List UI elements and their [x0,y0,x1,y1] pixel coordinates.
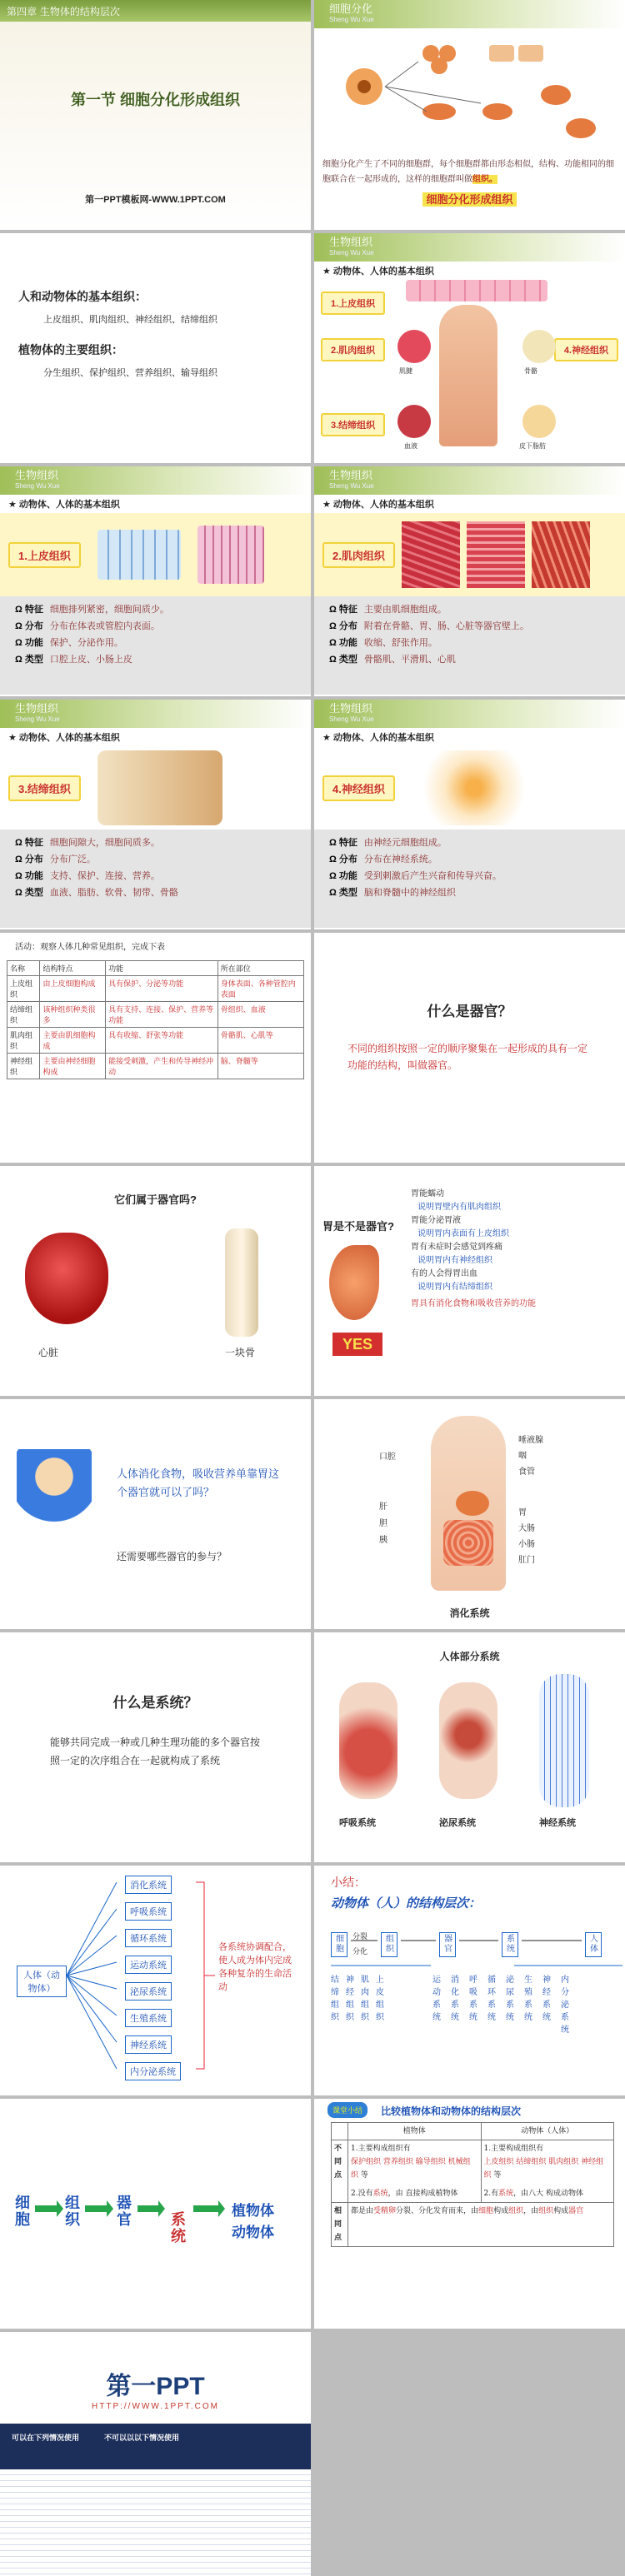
table-row: 结缔组织 该种组织种类很多 具有支持、连接、保护、营养等功能 骨组织、血液 [8,1002,304,1028]
star-heading: ★ 动物体、人体的基本组织 [322,267,434,277]
allowed-heading: 可以在下列情况使用 [12,2434,80,2442]
plant-answer: 分生组织、保护组织、营养组织、输导组织 [43,368,218,378]
differentiation-caption: 细胞分化形成组织 [422,192,516,207]
slide-digestion-question[interactable] [0,1399,311,1629]
slide-header: 生物组织 Sheng Wu Xue [314,233,625,262]
slide-body-systems[interactable] [314,1632,625,1862]
slide-what-organ[interactable] [314,933,625,1163]
slide-muscle[interactable] [314,466,625,696]
summary-title: 小结： [331,1876,366,1889]
slide-title[interactable] [0,0,311,230]
system-note: 各系统协调配合，使人成为体内完成各种复杂的生命活动 [218,1941,292,1992]
slide-header: 生物组织 Sheng Wu Xue [314,700,625,728]
chain-text-tissue: 组织 [65,2195,80,2228]
epithelial-cells-image [98,530,181,580]
comparison-table: 植物体 动物体（人体） 不同点 1.主要构成组织有 保护组织 营养组织 输导组织 机械组织 等 2.没有系统，由 直接构成植物体 1.主要构成组织有 上皮组织 结缔组织 肌肉组织 神经组织 等 2.有系统，由八大 构成动物体 相同点 都是由受精卵分裂、分化发育而来，由细胞构成组织，由组织构成器官 [331,2122,614,2247]
chain-text-system: 系统 [171,2211,186,2245]
heart-image [25,1233,108,1324]
animal-answer: 上皮组织、肌肉组织、神经组织、结缔组织 [43,315,218,325]
system-node: 呼吸系统 [125,1902,172,1921]
system-title: 什么是系统？ [112,1695,198,1711]
nerve-image [522,330,556,363]
empty-slot [314,2332,625,2576]
blood-image [398,405,431,438]
digestive-caption: 消化系统 [449,1607,490,1619]
slide-header [314,0,625,28]
table-row: 神经组织 主要由神经细胞构成 能接受刺激，产生和传导神经冲动 脑、脊髓等 [8,1054,304,1079]
muscle-image-1 [402,521,460,588]
star-heading: ★ 动物体、人体的基本组织 [322,733,434,743]
system-node: 运动系统 [125,1956,172,1974]
cell-differentiation-diagram [314,28,625,153]
chain-end-plant: 植物体 [232,2203,274,2219]
organ-title: 什么是器官？ [427,1004,512,1019]
system-node: 循环系统 [125,1929,172,1947]
system-node: 泌尿系统 [125,1982,172,2001]
heart-label: 心脏 [38,1347,59,1358]
organ-question: 它们属于器官吗? [114,1193,197,1206]
slide-what-system[interactable] [0,1632,311,1862]
slide-differentiation[interactable] [314,0,625,230]
urinary-label: 泌尿系统 [439,1818,476,1828]
digestive-right-labels: 唾液腺 咽 食管 胃 大肠 小肠 肛门 [518,1436,543,1565]
boy-image [17,1449,92,1541]
slide-digestive-system[interactable] [314,1399,625,1629]
ending-url: HTTP://WWW.1PPT.COM [92,2402,219,2411]
label-nervous: 4.神经组织 [554,338,618,361]
header-title: 细胞分化 [329,2,373,15]
muscle-image-2 [467,521,525,588]
slide-activity-table[interactable] [0,933,311,1163]
slide-header: 生物组织 Sheng Wu Xue [314,466,625,495]
label-fat: 皮下脂肪 [519,442,546,450]
slide-are-organs[interactable] [0,1166,311,1396]
chain-system: 系统 [502,1932,518,1957]
slide-ending[interactable] [0,2332,311,2576]
star-heading: ★ 动物体、人体的基本组织 [8,733,120,743]
system-definition: 能够共同完成一种或几种生理功能的多个器官按照一定的次序组合在一起就构成了系统 [50,1736,261,1766]
slide-header: 生物组织 Sheng Wu Xue [0,466,311,495]
slide-level-chain[interactable] [0,2099,311,2329]
slide-epithelial[interactable] [0,466,311,696]
slide-nervous[interactable] [314,700,625,929]
label-blood: 血液 [404,442,418,450]
chain-tissue: 组织 [381,1932,398,1957]
tag-connective: 3.结缔组织 [8,775,81,801]
system-node: 生殖系统 [125,2009,172,2027]
tag-epithelial: 1.上皮组织 [8,542,81,568]
slide-comparison[interactable] [314,2099,625,2329]
system-node: 消化系统 [125,1876,172,1894]
intestine-organ [443,1520,493,1566]
bone-label: 一块骨 [225,1347,256,1358]
epithelial-facts: Ω 特征 细胞排列紧密，细胞间质少。 Ω 分布 分布在体表或管腔内表面。 Ω 功能 保护、分泌作用。 Ω 类型 口腔上皮、小肠上皮 [0,596,311,695]
stomach-question: 胃是不是器官? [322,1220,394,1233]
neuron-image [412,750,537,825]
slide-title-text: 第一节 细胞分化形成组织 [71,92,240,108]
system-node: 神经系统 [125,2035,172,2054]
muscle-image [398,330,431,363]
digestive-left-labels: 口腔 肝 胆 胰 [379,1452,396,1545]
slide-stomach[interactable] [314,1166,625,1396]
stomach-facts: 胃能蠕动 说明胃壁内有肌肉组织 胃能分泌胃液 说明胃内表面有上皮组织 胃有未症时会感觉到疼痛 说明胃内有神经组织 有的人会得胃出血 说明胃内有结缔组织 胃具有消化食物和吸收营养的功能 [411,1189,536,1308]
chain-differentiation: 分化 [352,1947,368,1956]
chain-division: 分裂 [352,1932,368,1941]
star-heading: ★ 动物体、人体的基本组织 [8,500,120,510]
chain-arrows [0,2099,311,2329]
slide-summary[interactable] [314,1866,625,2095]
slide-tissue-overview[interactable] [314,233,625,463]
body-figure [439,305,498,446]
chain-cell: 细胞 [331,1932,348,1957]
star-heading: ★ 动物体、人体的基本组织 [322,500,434,510]
slide-basic-tissues[interactable] [0,233,311,463]
ending-logo: 第一PPT [106,2373,205,2400]
stomach-image [329,1245,379,1320]
chapter-bar: 第四章 生物体的结构层次 [0,0,311,22]
label-muscle: 2.肌肉组织 [321,338,385,361]
system-list: 运动系统 消化系统 呼吸系统 循环系统 泌尿系统 生殖系统 神经系统 内分泌系统 [432,1976,569,2035]
connective-facts: Ω 特征 细胞间隙大，细胞间质多。 Ω 分布 分布广泛。 Ω 功能 支持、保护、连接、营养。 Ω 类型 血液、脂肪、软骨、韧带、骨骼 [0,830,311,928]
root-node: 人体（动物体） [17,1966,67,1997]
chain-text-organ: 器官 [117,2195,132,2228]
yes-badge: YES [332,1333,382,1356]
activity-title: 活动：观察人体几种常见组织，完成下表 [15,943,165,952]
slide-header: 生物组织 Sheng Wu Xue [0,700,311,728]
system-node: 内分泌系统 [125,2062,181,2080]
label-tendon: 肌腱 [399,367,412,375]
digestion-text: 人体消化食物，吸收营养单靠胃这个器官就可以了吗？ [117,1468,280,1499]
nervous-image [539,1674,589,1807]
knee-joint-image [98,750,222,825]
nervous-facts: Ω 特征 由神经元细胞组成。 Ω 分布 分布在神经系统。 Ω 功能 受到刺激后产生兴奋和传导兴奋。 Ω 类型 脑和脊髓中的神经组织 [314,830,625,928]
table-row: 肌肉组织 主要由肌细胞构成 具有收缩、舒张等功能 骨骼肌、心肌等 [8,1028,304,1054]
respiratory-label: 呼吸系统 [339,1818,376,1828]
differentiation-text: 细胞分化产生了不同的细胞群，每个细胞群都由形态相似，结构、功能相同的细胞联合在一起形成的，这样的细胞群叫做组织。 [322,160,614,184]
header-pinyin: Sheng Wu Xue [329,16,374,23]
forbidden-heading: 不可以以以下情况使用 [104,2434,180,2442]
label-connective: 3.结缔组织 [321,413,385,436]
label-bone: 骨骼 [524,367,538,375]
lesson-badge: 课堂小结 [328,2102,368,2118]
urinary-image [439,1682,498,1799]
epithelial-image [406,280,548,301]
slide-connective[interactable] [0,700,311,929]
animal-question: 人和动物体的基本组织： [18,290,147,303]
chain-end-animal: 动物体 [232,2225,274,2240]
plant-question: 植物体的主要组织： [18,343,123,356]
nervous-label: 神经系统 [539,1818,576,1828]
tag-muscle: 2.肌肉组织 [322,542,395,568]
summary-subtitle: 动物体（人）的结构层次： [331,1896,482,1911]
comparison-title: 比较植物体和动物体的结构层次 [381,2105,522,2117]
chain-text-cell: 细胞 [15,2195,30,2228]
tissue-table: 名称 结构特点 功能 所在部位 上皮组织 由上皮细胞构成 具有保护、分泌等功能 身体表面、各种管腔内表面 结缔组织 该种组织种类很多 具有支持、连接、保护、营养等功能 骨组织、血液 肌肉组织 主要由肌细胞构成 具有收缩、舒张等功能 骨骼肌、心肌等 神经组织 主要由神经细胞构成 能接受刺激，产生和传导神经冲动 脑、脊髓等 [7,960,304,1079]
chain-organ: 器官 [439,1932,456,1957]
site-text: 第一PPT模板网-WWW.1PPT.COM [85,195,226,205]
ending-links [0,2469,311,2576]
table-row: 上皮组织 由上皮细胞构成 具有保护、分泌等功能 身体表面、各种管腔内表面 [8,976,304,1002]
stomach-organ [456,1491,489,1516]
slide-system-tree[interactable] [0,1866,311,2095]
body-systems-title: 人体部分系统 [439,1651,500,1662]
columnar-cells-image [198,526,264,584]
fat-image [522,405,556,438]
respiratory-image [339,1682,398,1799]
tag-nervous: 4.神经组织 [322,775,395,801]
label-epithelial: 1.上皮组织 [321,291,385,315]
muscle-facts: Ω 特征 主要由肌细胞组成。 Ω 分布 附着在骨骼、胃、肠、心脏等器官壁上。 Ω 功能 收缩、舒张作用。 Ω 类型 骨骼肌、平滑肌、心肌 [314,596,625,695]
bone-image [225,1228,258,1337]
tissue-list: 结缔组织 神经组织 肌肉组织 上皮组织 [331,1976,384,2022]
digestion-question: 还需要哪些器官的参与？ [117,1551,228,1562]
chain-body: 人体 [585,1932,602,1957]
organ-definition: 不同的组织按照一定的顺序聚集在一起形成的具有一定功能的结构，叫做器官。 [348,1043,588,1071]
muscle-image-3 [532,521,590,588]
